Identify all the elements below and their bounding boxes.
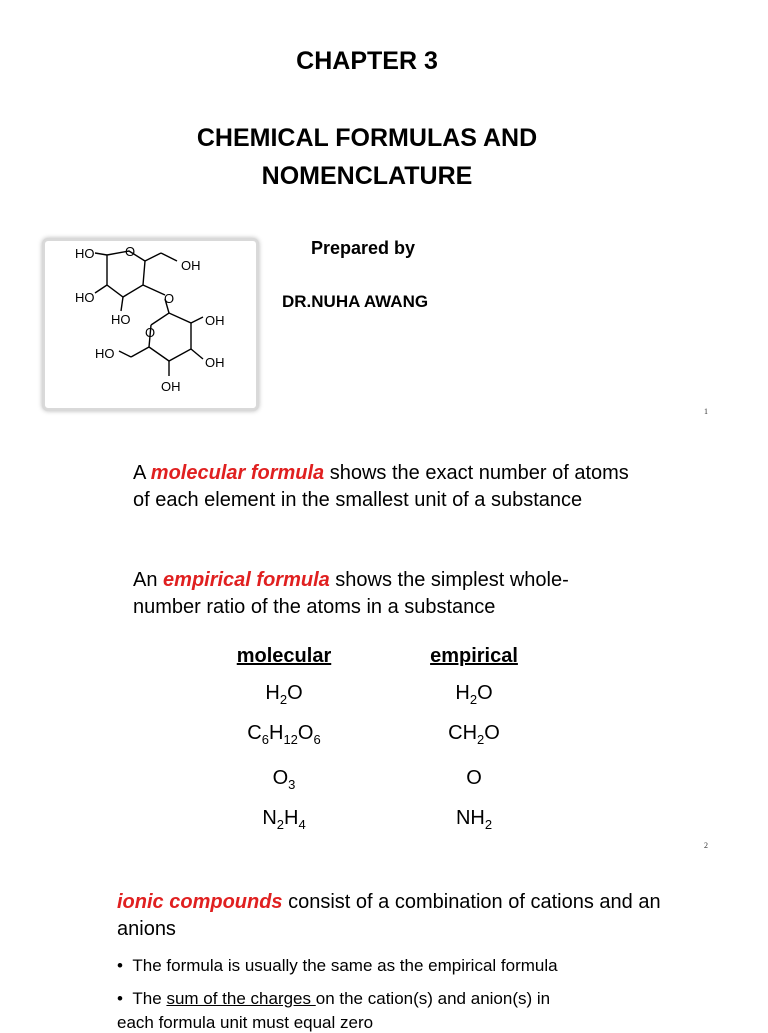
bullet-item: • The formula is usually the same as the empirical formula	[117, 956, 558, 975]
molecular-formula-definition: A molecular formula shows the exact number of atoms of each element in the smallest unit of a substance	[133, 462, 629, 511]
oh-label: OH	[181, 258, 201, 273]
title-line-2: NOMENCLATURE	[261, 162, 473, 190]
oh-label: OH	[205, 355, 225, 370]
molecular-formula-cell: $O_3$	[272, 767, 296, 792]
empirical-formula-cell: O	[466, 767, 482, 789]
ionic-compounds-definition: ionic compounds consist of a combination of cations and an anions	[117, 891, 661, 940]
empirical-formula-cell: $CH_2O$	[448, 722, 500, 747]
disaccharide-structure	[45, 241, 256, 408]
oh-label: OH	[161, 379, 181, 394]
title-line-1: CHEMICAL FORMULAS AND	[196, 124, 538, 152]
prepared-by-label: Prepared by	[311, 238, 416, 258]
ho-label: HO	[75, 290, 95, 305]
bullet-item: • The sum of the charges on the cation(s) and anion(s) in	[117, 989, 551, 1008]
ho-label: HO	[111, 312, 131, 327]
chapter-heading: CHAPTER 3	[296, 47, 438, 75]
ho-label: HO	[75, 246, 95, 261]
molecular-formula-cell: $H_2O$	[265, 682, 303, 707]
glycosidic-oxygen-label: O	[164, 291, 175, 306]
empirical-column-header: empirical	[430, 645, 518, 667]
molecular-formula-cell: $C_6H_{12}O_6$	[247, 722, 321, 747]
molecule-image	[42, 238, 259, 411]
ho-label: HO	[95, 346, 115, 361]
oh-label: OH	[205, 313, 225, 328]
molecular-formula-cell: $N_2H_4$	[262, 807, 306, 832]
ring-oxygen-label: O	[145, 325, 156, 340]
page-number: 2	[704, 841, 708, 850]
empirical-formula-definition: An empirical formula shows the simplest whole-number ratio of the atoms in a substance	[133, 569, 569, 618]
page-number: 1	[704, 407, 708, 416]
author-name: DR.NUHA AWANG	[282, 292, 429, 311]
empirical-formula-cell: $NH_2$	[455, 807, 493, 832]
ionic-compounds-term: ionic compounds	[117, 891, 283, 913]
molecular-column-header: molecular	[236, 645, 332, 667]
bullet-continuation: each formula unit must equal zero	[117, 1013, 374, 1032]
molecular-formula-term: molecular formula	[150, 462, 325, 484]
empirical-formula-cell: $H_2O$	[455, 682, 493, 707]
ring-oxygen-label: O	[125, 244, 136, 259]
empirical-formula-term: empirical formula	[163, 569, 330, 591]
